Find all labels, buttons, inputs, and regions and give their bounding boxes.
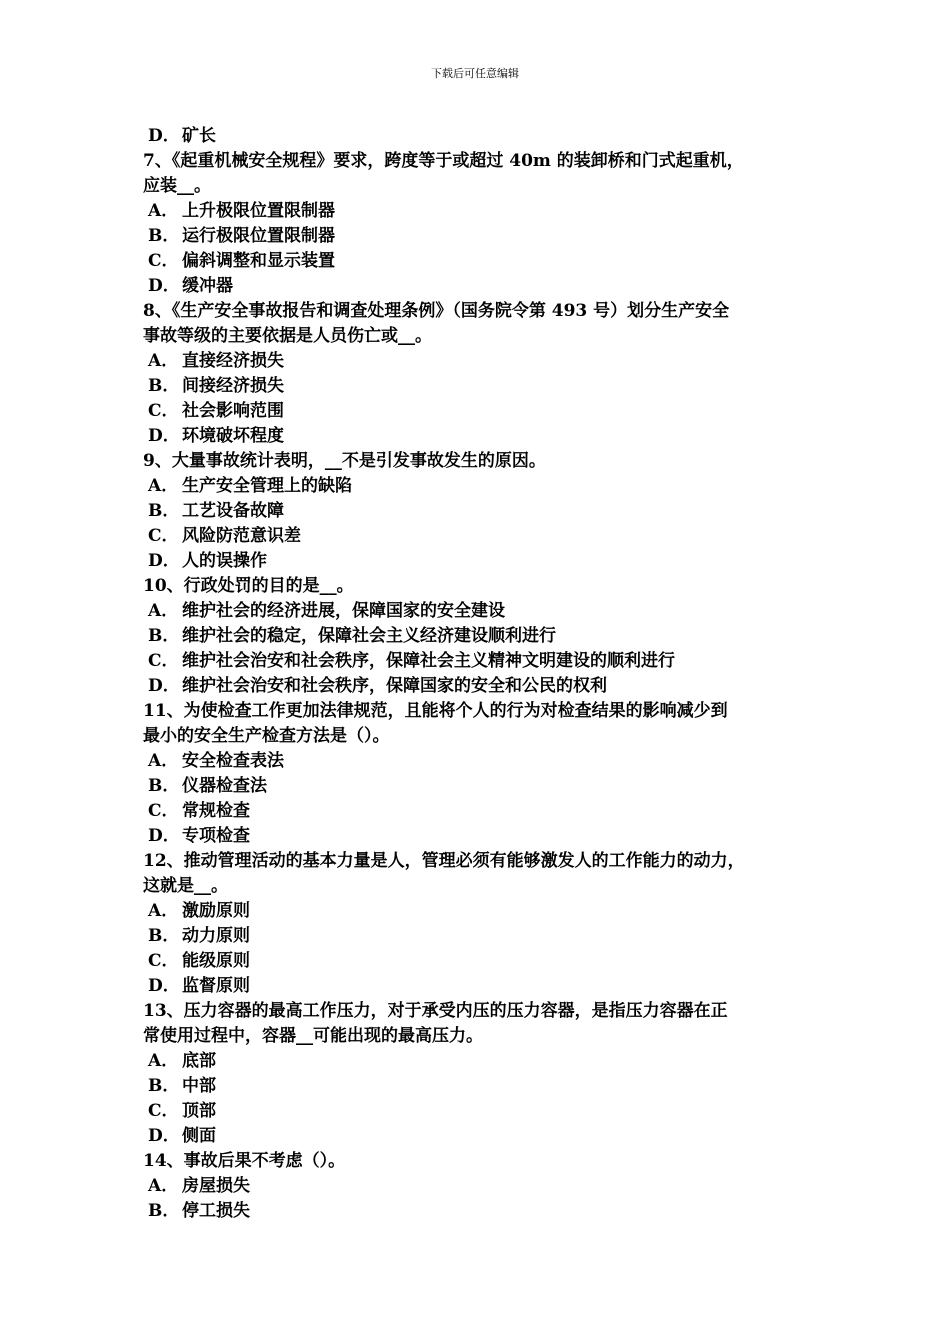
option-item bbox=[143, 199, 823, 224]
option-item bbox=[143, 274, 823, 299]
option-letter: D． bbox=[148, 826, 180, 846]
question-text: 最小的安全生产检查方法是（）。 bbox=[143, 726, 390, 746]
option-item bbox=[143, 924, 823, 949]
option-item bbox=[143, 599, 823, 624]
option-letter: A． bbox=[148, 201, 179, 221]
option-text: 上升极限位置限制器 bbox=[182, 201, 335, 221]
option-text: 底部 bbox=[182, 1051, 216, 1071]
option-item bbox=[143, 399, 823, 424]
option-letter: C． bbox=[148, 526, 179, 546]
option-item bbox=[143, 474, 823, 499]
option-item bbox=[143, 749, 823, 774]
option-letter: B． bbox=[148, 376, 180, 396]
option-item bbox=[143, 374, 823, 399]
option-item bbox=[143, 224, 823, 249]
option-item bbox=[143, 1049, 823, 1074]
option-letter: B． bbox=[148, 501, 180, 521]
option-item bbox=[143, 1074, 823, 1099]
option-item bbox=[143, 1174, 823, 1199]
question-block bbox=[143, 574, 823, 699]
option-letter: A． bbox=[148, 1051, 179, 1071]
question-text: 这就是__。 bbox=[143, 876, 228, 896]
option-text: 直接经济损失 bbox=[182, 351, 284, 371]
option-text: 社会影响范围 bbox=[182, 401, 284, 421]
question-text: 12、推动管理活动的基本力量是人，管理必须有能够激发人的工作能力的动力， bbox=[143, 851, 745, 871]
option-text: 矿长 bbox=[182, 126, 216, 146]
question-text: 10、行政处罚的目的是__。 bbox=[143, 576, 354, 596]
option-text: 监督原则 bbox=[182, 976, 250, 996]
option-letter: B． bbox=[148, 1076, 180, 1096]
option-text: 维护社会治安和社会秩序，保障社会主义精神文明建设的顺利进行 bbox=[182, 651, 675, 671]
option-letter: D． bbox=[148, 126, 180, 146]
option-text: 专项检查 bbox=[182, 826, 250, 846]
option-letter: B． bbox=[148, 626, 180, 646]
option-item bbox=[143, 624, 823, 649]
option-text: 侧面 bbox=[182, 1126, 216, 1146]
option-item bbox=[143, 1099, 823, 1124]
option-item bbox=[143, 824, 823, 849]
option-item bbox=[143, 524, 823, 549]
option-text: 运行极限位置限制器 bbox=[182, 226, 335, 246]
option-item bbox=[143, 499, 823, 524]
question-block bbox=[143, 299, 823, 449]
option-letter: A． bbox=[148, 1176, 179, 1196]
option-text: 偏斜调整和显示装置 bbox=[182, 251, 335, 271]
option-text: 工艺设备故障 bbox=[182, 501, 284, 521]
option-letter: B． bbox=[148, 226, 180, 246]
question-text: 7、《起重机械安全规程》要求，跨度等于或超过 40m 的装卸桥和门式起重机， bbox=[143, 151, 744, 171]
option-item bbox=[143, 249, 823, 274]
option-text: 能级原则 bbox=[182, 951, 250, 971]
option-letter: C． bbox=[148, 401, 179, 421]
option-item bbox=[143, 949, 823, 974]
question-list bbox=[143, 124, 823, 1224]
option-letter: B． bbox=[148, 926, 180, 946]
option-text: 停工损失 bbox=[182, 1201, 250, 1221]
question-text: 常使用过程中，容器__可能出现的最高压力。 bbox=[143, 1026, 483, 1046]
option-text: 激励原则 bbox=[182, 901, 250, 921]
question-text: 13、压力容器的最高工作压力，对于承受内压的压力容器，是指压力容器在正 bbox=[143, 1001, 728, 1021]
page-header: 下载后可任意编辑 bbox=[431, 67, 519, 80]
option-letter: D． bbox=[148, 276, 180, 296]
option-item bbox=[143, 974, 823, 999]
option-letter: D． bbox=[148, 976, 180, 996]
question-block bbox=[143, 849, 823, 999]
option-text: 仪器检查法 bbox=[182, 776, 267, 796]
question-text: 11、为使检查工作更加法律规范，且能将个人的行为对检查结果的影响减少到 bbox=[143, 701, 728, 721]
option-item bbox=[143, 124, 823, 149]
option-item bbox=[143, 1124, 823, 1149]
option-item bbox=[143, 774, 823, 799]
option-item bbox=[143, 674, 823, 699]
option-item bbox=[143, 549, 823, 574]
option-text: 维护社会的稳定，保障社会主义经济建设顺利进行 bbox=[182, 626, 556, 646]
option-letter: C． bbox=[148, 651, 179, 671]
option-text: 维护社会的经济进展，保障国家的安全建设 bbox=[182, 601, 505, 621]
option-item bbox=[143, 899, 823, 924]
option-text: 中部 bbox=[182, 1076, 216, 1096]
question-text: 8、《生产安全事故报告和调查处理条例》（国务院令第 493 号）划分生产安全 bbox=[143, 301, 730, 321]
option-letter: D． bbox=[148, 676, 180, 696]
option-letter: B． bbox=[148, 776, 180, 796]
option-letter: C． bbox=[148, 951, 179, 971]
option-letter: D． bbox=[148, 426, 180, 446]
option-letter: C． bbox=[148, 251, 179, 271]
question-block bbox=[143, 699, 823, 849]
option-text: 房屋损失 bbox=[182, 1176, 250, 1196]
question-block bbox=[143, 1149, 823, 1224]
option-letter: C． bbox=[148, 1101, 179, 1121]
question-block bbox=[143, 149, 823, 299]
option-text: 动力原则 bbox=[182, 926, 250, 946]
option-letter: A． bbox=[148, 351, 179, 371]
question-text: 14、事故后果不考虑（）。 bbox=[143, 1151, 346, 1171]
option-letter: A． bbox=[148, 901, 179, 921]
question-text: 应装__。 bbox=[143, 176, 211, 196]
option-text: 生产安全管理上的缺陷 bbox=[182, 476, 352, 496]
option-text: 安全检查表法 bbox=[182, 751, 284, 771]
question-block bbox=[143, 999, 823, 1149]
option-letter: D． bbox=[148, 1126, 180, 1146]
option-letter: D． bbox=[148, 551, 180, 571]
option-text: 间接经济损失 bbox=[182, 376, 284, 396]
option-item bbox=[143, 349, 823, 374]
option-text: 维护社会治安和社会秩序，保障国家的安全和公民的权利 bbox=[182, 676, 607, 696]
questions-container bbox=[143, 149, 823, 1224]
option-text: 常规检查 bbox=[182, 801, 250, 821]
question-block bbox=[143, 449, 823, 574]
option-letter: A． bbox=[148, 601, 179, 621]
option-letter: A． bbox=[148, 476, 179, 496]
option-letter: C． bbox=[148, 801, 179, 821]
option-item bbox=[143, 424, 823, 449]
option-letter: B． bbox=[148, 1201, 180, 1221]
option-text: 人的误操作 bbox=[182, 551, 267, 571]
option-text: 缓冲器 bbox=[182, 276, 233, 296]
question-text: 9、大量事故统计表明，__不是引发事故发生的原因。 bbox=[143, 451, 546, 471]
question-text: 事故等级的主要依据是人员伤亡或__。 bbox=[143, 326, 432, 346]
option-item bbox=[143, 1199, 823, 1224]
option-text: 顶部 bbox=[182, 1101, 216, 1121]
option-letter: A． bbox=[148, 751, 179, 771]
option-text: 环境破坏程度 bbox=[182, 426, 284, 446]
option-text: 风险防范意识差 bbox=[182, 526, 301, 546]
option-item bbox=[143, 649, 823, 674]
option-item bbox=[143, 799, 823, 824]
